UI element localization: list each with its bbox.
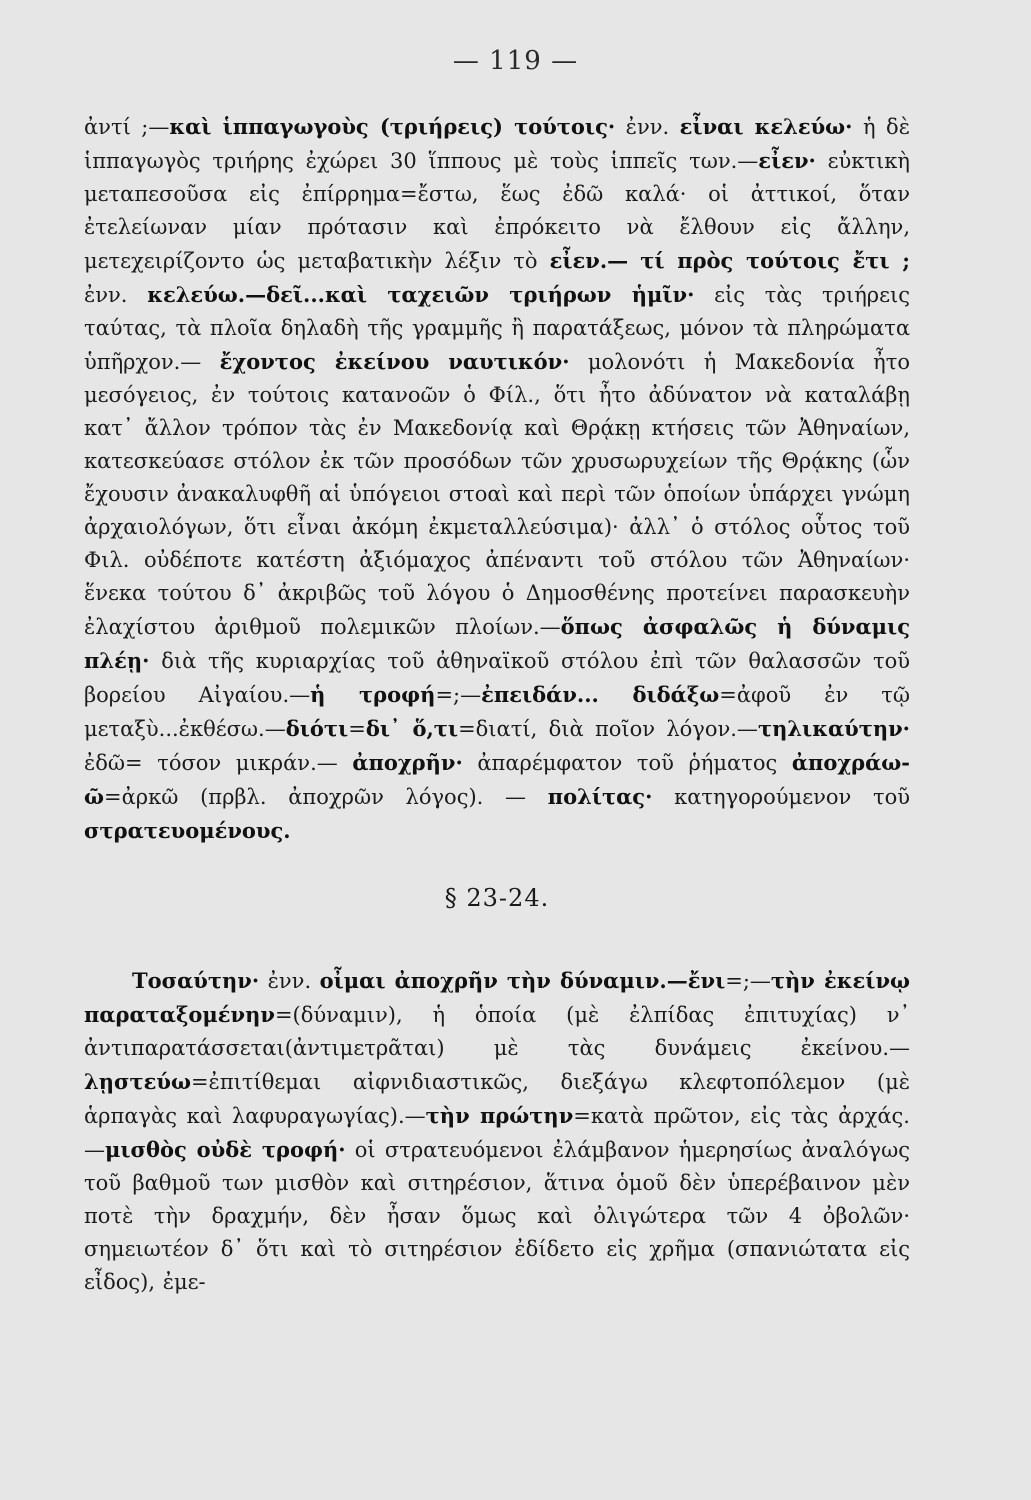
section-heading: § 23-24. bbox=[444, 884, 550, 912]
page-body bbox=[84, 110, 910, 1299]
commentary-paragraph-1: ἀντί ;—καὶ ἱππαγωγοὺς (τριήρεις) τούτοις· ἐνν. εἶναι κελεύω· ἡ δὲ ἱππαγωγὸς τριήρης ἐχώρει 30 ἵππους μὲ τοὺς ἱππεῖς των.—εἶεν· εὐκτικὴ μεταπεσοῦσα εἰς ἐπίρρημα=ἔστω, ἕως ἐδῶ καλά· οἱ ἀττικοί, ὅταν ἐτελείωναν μίαν πρότασιν καὶ ἐπρόκειτο νὰ ἔλθουν εἰς ἄλλην, μετεχειρίζοντο ὡς μεταβατικὴν λέξιν τὸ εἶεν.— τί πρὸς τούτοις ἔτι ; ἐνν. κελεύω.—δεῖ...καὶ ταχειῶν τριήρων ἡμῖν· εἰς τὰς τριήρεις ταύτας, τὰ πλοῖα δηλαδὴ τῆς γραμμῆς ἢ παρατάξεως, μόνον τὰ πληρώματα ὑπῆρχον.— ἔχοντος ἐκείνου ναυτικόν· μολονότι ἡ Μακεδονία ἦτο μεσόγειος, ἐν τούτοις κατανοῶν ὁ Φίλ., ὅτι ἦτο ἀδύνατον νὰ καταλάβῃ κατ᾽ ἄλλον τρόπον τὰς ἐν Μακεδονίᾳ καὶ Θρᾴκῃ κτήσεις τῶν Ἀθηναίων, κατεσκεύασε στόλον ἐκ τῶν προσόδων τῶν χρυσωρυχείων τῆς Θρᾴκης (ὧν ἔχουσιν ἀνακαλυφθῆ αἱ ὑπόγειοι στοαὶ καὶ περὶ τῶν ὁποίων ὑπάρχει γνώμη ἀρχαιολόγων, ὅτι εἶναι ἀκόμη ἐκμεταλλεύσιμα)· ἀλλ᾽ ὁ στόλος οὗτος τοῦ Φιλ. οὐδέποτε κατέστη ἀξιόμαχος ἀπέναντι τοῦ στόλου τῶν Ἀθηναίων· ἕνεκα τούτου δ᾽ ἀκριβῶς τοῦ λόγου ὁ Δημοσθένης προτείνει παρασκευὴν ἐλαχίστου ἀριθμοῦ πολεμικῶν πλοίων.—ὅπως ἀσφαλῶς ἡ δύναμις πλέῃ· διὰ τῆς κυριαρχίας τοῦ ἀθηναϊκοῦ στόλου ἐπὶ τῶν θαλασσῶν τοῦ βορείου Αἰγαίου.—ἡ τροφή=;—ἐπειδάν... διδάξω=ἀφοῦ ἐν τῷ μεταξὺ...ἐκθέσω.—διότι=δι᾽ ὅ,τι=διατί, διὰ ποῖον λόγον.—τηλικαύτην· ἐδῶ= τόσον μικράν.— ἀποχρῆν· ἀπαρέμφατον τοῦ ῥήματος ἀποχράω-ῶ=ἀρκῶ (πρβλ. ἀποχρῶν λόγος). — πολίτας· κατηγορούμενον τοῦ στρατευομένους. bbox=[84, 114, 910, 843]
commentary-paragraph-2: Τοσαύτην· ἐνν. οἶμαι ἀποχρῆν τὴν δύναμιν.—ἔνι=;—τὴν ἐκείνῳ παραταξομένην=(δύναμιν), ἡ ὁποία (μὲ ἐλπίδας ἐπιτυχίας) ν᾽ ἀντιπαρατάσσεται(ἀντιμετρᾶται) μὲ τὰς δυνάμεις ἐκείνου.—λῃστεύω=ἐπιτίθεμαι αἰφνιδιαστικῶς, διεξάγω κλεφτοπόλεμον (μὲ ἁρπαγὰς καὶ λαφυραγωγίας).—τὴν πρώτην=κατὰ πρῶτον, εἰς τὰς ἀρχάς.—μισθὸς οὐδὲ τροφή· οἱ στρατευόμενοι ἐλάμβανον ἡμερησίως ἀναλόγως τοῦ βαθμοῦ των μισθὸν καὶ σιτηρέσιον, ἅτινα ὁμοῦ δὲν ὑπερέβαινον μὲν ποτὲ τὴν δραχμήν, δὲν ἦσαν ὅμως καὶ ὀλιγώτερα τῶν 4 ὀβολῶν· σημειωτέον δ᾽ ὅτι καὶ τὸ σιτηρέσιον ἐδίδετο εἰς χρῆμα (σπανιώτατα εἰς εἶδος), ἐμε- bbox=[84, 968, 911, 1294]
page-number: — 119 — bbox=[452, 46, 579, 76]
